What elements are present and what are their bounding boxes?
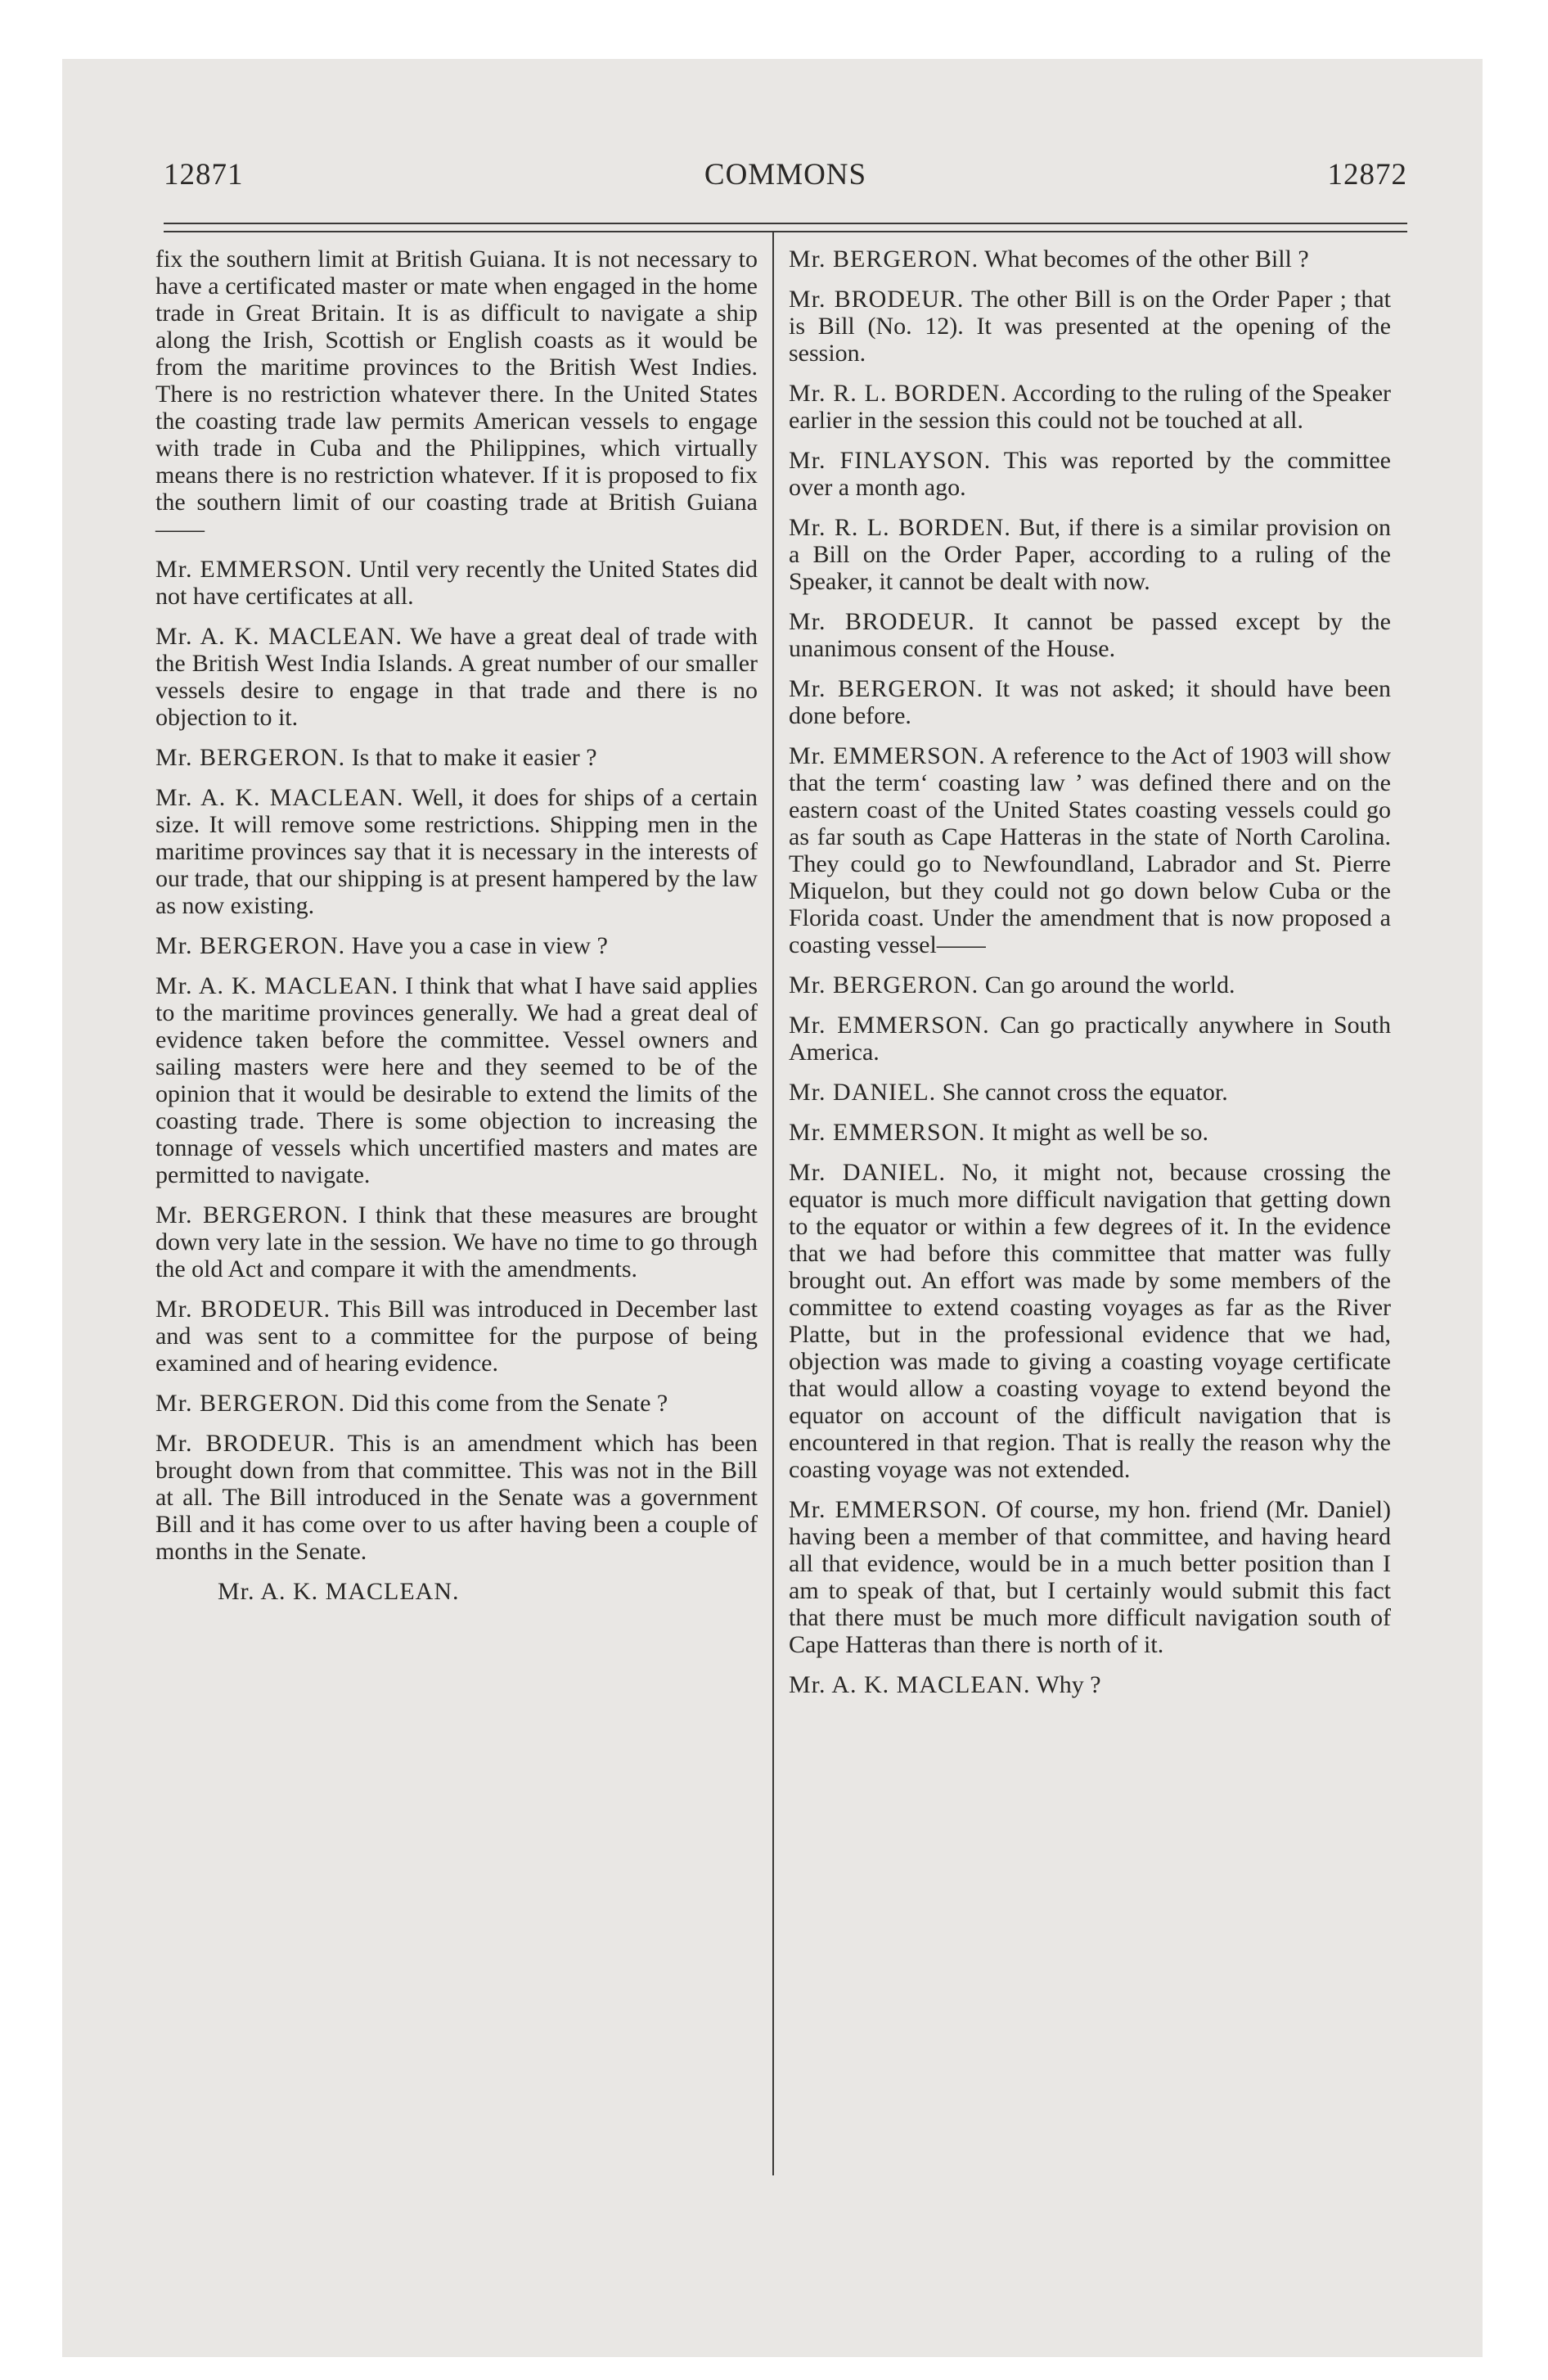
speaker-name: Mr. A. K. MACLEAN.: [789, 1671, 1031, 1698]
paragraph: [789, 514, 1391, 595]
paragraph: [789, 1496, 1391, 1658]
speaker-name: Mr. FINLAYSON.: [789, 447, 992, 474]
header-rule-top: [164, 223, 1407, 224]
paragraph: [789, 971, 1391, 998]
speaker-name: Mr. BRODEUR.: [155, 1296, 331, 1323]
speaker-name: Mr. EMMERSON.: [789, 1119, 986, 1146]
paragraph: [155, 1296, 758, 1377]
paragraph-text: Have you a case in view ?: [351, 932, 608, 959]
paragraph: [789, 675, 1391, 729]
paragraph: [789, 286, 1391, 367]
paragraph: [155, 932, 758, 959]
paragraph-text: It cannot be passed except by the unanimous consent of the House.: [789, 608, 1391, 662]
paragraph-text: A reference to the Act of 1903 will show that the term‘ coasting law ’ was defined there and on the eastern coast of the United States coasting vessels could go as far south as Cape Hatteras in the state of North Carolina. They could go to Newfoundland, Labrador and St. Pierre Miquelon, but they could not go down below Cuba or the Florida coast. Under the amendment that is now proposed a coasting vessel——: [789, 742, 1391, 958]
paragraph-text: No, it might not, because crossing the equator is much more difficult navigation that getting down to the equator or within a few degrees of it. In the evidence that we had before this committee that matter was fully brought out. An effort was made by some members of the committee to extend coasting voyages as far as the River Platte, but in the professional evidence that we had, objection was made to giving a coasting voyage certificate that would allow a coasting voyage to extend beyond the equator on account of the difficult navigation that is encountered in that region. That is really the reason why the coasting voyage was not extended.: [789, 1159, 1391, 1483]
paragraph-text: Is that to make it easier ?: [351, 744, 597, 771]
paragraph-text: What becomes of the other Bill ?: [984, 246, 1309, 273]
speaker-name: Mr. EMMERSON.: [155, 556, 353, 583]
paragraph-text: It might as well be so.: [992, 1119, 1209, 1146]
speaker-name: Mr. BERGERON.: [789, 246, 979, 273]
speaker-signature: Mr. A. K. MACLEAN.: [218, 1578, 460, 1605]
paragraph-text: Can go around the world.: [984, 971, 1235, 998]
speaker-name: Mr. DANIEL.: [789, 1159, 947, 1186]
paragraph: [155, 1390, 758, 1417]
left-column: [155, 246, 758, 1618]
speaker-name: Mr. BRODEUR.: [789, 286, 965, 313]
paragraph: [155, 784, 758, 919]
speaker-name: Mr. A. K. MACLEAN.: [155, 623, 403, 650]
speaker-name: Mr. BRODEUR.: [155, 1430, 336, 1457]
paragraph: [789, 1012, 1391, 1066]
speaker-name: Mr. BERGERON.: [789, 675, 984, 702]
paragraph-text: We have a great deal of trade with the British West India Islands. A great number of our smaller vessels desire to engage in that trade and there is no objection to it.: [155, 623, 758, 731]
paragraph: [155, 556, 758, 610]
speaker-name: Mr. BERGERON.: [155, 1201, 349, 1228]
speaker-name: Mr. EMMERSON.: [789, 1496, 988, 1523]
right-column: [789, 246, 1391, 1711]
paragraph-text: The other Bill is on the Order Paper ; that is Bill (No. 12). It was presented at the opening of the session.: [789, 286, 1391, 367]
paragraph: [789, 1159, 1391, 1483]
header-rule-bottom: [164, 231, 1407, 232]
paragraph: [789, 447, 1391, 501]
paragraph: [789, 380, 1391, 434]
speaker-name: Mr. BERGERON.: [789, 971, 979, 998]
speaker-name: Mr. BRODEUR.: [789, 608, 975, 635]
paragraph: [789, 246, 1391, 273]
page-number-right: 12872: [1327, 158, 1407, 192]
column-divider: [772, 232, 774, 2175]
speaker-name: Mr. BERGERON.: [155, 744, 346, 771]
speaker-name: Mr. BERGERON.: [155, 1390, 346, 1417]
paragraph: [789, 608, 1391, 662]
paragraph-text: Until very recently the United States did not have certificates at all.: [155, 556, 758, 610]
paragraph-text: It was not asked; it should have been done before.: [789, 675, 1392, 729]
speaker-name: Mr. DANIEL.: [789, 1079, 937, 1106]
paragraph: [789, 1671, 1391, 1698]
paragraph-text: This is an amendment which has been brought down from that committee. This was not in the Bill at all. The Bill introduced in the Senate was a government Bill and it has come over to us after having been a couple of months in the Senate.: [155, 1430, 758, 1565]
page-title: COMMONS: [704, 158, 867, 192]
paragraph-text: Well, it does for ships of a certain size. It will remove some restrictions. Shipping men in the maritime provinces say that it is necessary in the interests of our trade, that our shipping is at present hampered by the law as now existing.: [155, 784, 758, 919]
paragraph-text: fix the southern limit at British Guiana. It is not necessary to have a certificated master or mate when engaged in the home trade in Great Britain. It is as difficult to navigate a ship along the Irish, Scottish or English coasts as it would be from the maritime provinces to the British West Indies. There is no restriction whatever there. In the United States the coasting trade law permits American vessels to engage with trade in Cuba and the Philippines, which virtually means there is no restriction whatever. If it is proposed to fix the southern limit of our coasting trade at British Guiana——: [155, 246, 758, 543]
speaker-name: Mr. A. K. MACLEAN.: [155, 972, 399, 999]
paragraph-text: Why ?: [1036, 1671, 1101, 1698]
paragraph-text: Of course, my hon. friend (Mr. Daniel) having been a member of that committee, and having heard all that evidence, would be in a much better position than I am to speak of that, but I certainly would submit this fact that there must be much more difficult navigation south of Cape Hatteras than there is north of it.: [789, 1496, 1391, 1658]
paragraph-text: But, if there is a similar provision on a Bill on the Order Paper, according to a ruling of the Speaker, it cannot be dealt with now.: [789, 514, 1392, 595]
speaker-name: Mr. A. K. MACLEAN.: [155, 784, 404, 811]
paragraph: [155, 1201, 758, 1282]
paragraph-text: Did this come from the Senate ?: [351, 1390, 668, 1417]
speaker-name: Mr. BERGERON.: [155, 932, 346, 959]
paragraph-text: According to the ruling of the Speaker earlier in the session this could not be touched at all.: [789, 380, 1391, 434]
paragraph-text: I think that what I have said applies to the maritime provinces generally. We had a great deal of evidence taken before the committee. Vessel owners and sailing masters were here and they seemed to be of the opinion that it would be desirable to extend the limits of the coasting trade. There is some objection to increasing the tonnage of vessels which uncertified masters and mates are permitted to navigate.: [155, 972, 758, 1188]
page-header: [164, 157, 1407, 198]
paragraph: [155, 1430, 758, 1565]
paragraph-text: This Bill was introduced in December last and was sent to a committee for the purpose of being examined and of hearing evidence.: [155, 1296, 758, 1377]
speaker-name: Mr. R. L. BORDEN.: [789, 380, 1007, 407]
paragraph: [789, 1079, 1391, 1106]
speaker-name: Mr. R. L. BORDEN.: [789, 514, 1011, 541]
paragraph-text: She cannot cross the equator.: [942, 1079, 1228, 1106]
paragraph-text: Can go practically anywhere in South America.: [789, 1012, 1392, 1066]
page-number-left: 12871: [164, 158, 244, 192]
paragraph: [155, 972, 758, 1188]
paragraph: [789, 1119, 1391, 1146]
paragraph: [155, 744, 758, 771]
speaker-name: Mr. EMMERSON.: [789, 742, 986, 769]
paragraph: [155, 246, 758, 543]
speaker-name: Mr. EMMERSON.: [789, 1012, 990, 1039]
paragraph: [155, 623, 758, 731]
paragraph: [789, 742, 1391, 958]
paragraph-text: I think that these measures are brought down very late in the session. We have no time to go through the old Act and compare it with the amendments.: [155, 1201, 758, 1282]
paragraph-text: This was reported by the committee over a month ago.: [789, 447, 1391, 501]
